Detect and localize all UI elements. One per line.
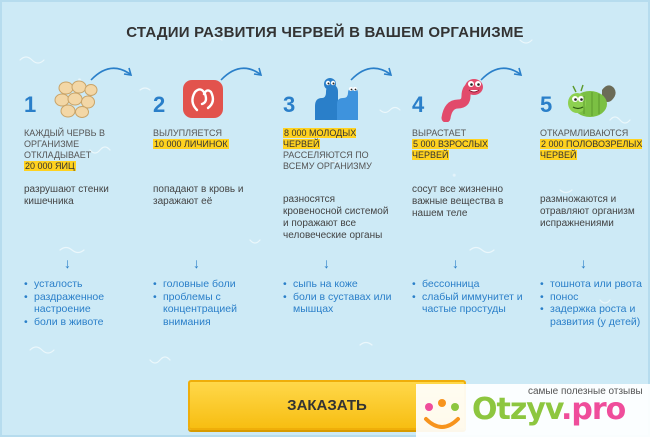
eggs-icon xyxy=(48,76,100,122)
mature-worm-icon xyxy=(564,76,616,122)
page-title: СТАДИИ РАЗВИТИЯ ЧЕРВЕЙ В ВАШЕМ ОРГАНИЗМЕ xyxy=(126,24,524,41)
symptom-item: • понос xyxy=(540,291,650,304)
symptom-item: • бессонница xyxy=(412,278,524,291)
stage-number: 3 xyxy=(283,92,296,117)
stage-description: ВЫРАСТАЕТ 5 000 ВЗРОСЛЫХ ЧЕРВЕЙ xyxy=(412,128,489,160)
order-button[interactable]: ЗАКАЗАТЬ xyxy=(188,380,466,430)
stage-number: 2 xyxy=(153,92,166,117)
stage-description: ОТКАРМЛИВАЮТСЯ 2 000 ПОЛОВОЗРЕЛЫХ ЧЕРВЕЙ xyxy=(540,128,643,160)
stage-number: 1 xyxy=(24,92,37,117)
larvae-icon xyxy=(177,76,229,122)
symptom-item: • сыпь на коже xyxy=(283,278,395,291)
watermark-site: Otzyv.pro xyxy=(472,392,626,427)
stage-description: КАЖДЫЙ ЧЕРВЬ В ОРГАНИЗМЕ ОТКЛАДЫВАЕТ 20 000 ЯИЦ xyxy=(24,128,106,171)
otzyv-logo-icon xyxy=(420,397,464,435)
symptom-item: • слабый иммунитет и частые простуды xyxy=(412,291,524,316)
otzyv-watermark xyxy=(416,384,650,437)
symptom-list xyxy=(24,278,136,328)
stage-effect: попадают в кровь и заражают её xyxy=(153,184,244,207)
stage-effect: сосут все жизненно важные вещества в нашем теле xyxy=(412,184,504,219)
stage-effect: разносятся кровеносной системой и поражают все человеческие органы xyxy=(283,194,389,241)
symptom-list xyxy=(153,278,265,328)
stage-number: 4 xyxy=(412,92,425,117)
down-arrow-icon: ↓ xyxy=(193,255,200,271)
symptom-item: • раздраженное настроение xyxy=(24,291,136,316)
symptom-list xyxy=(540,278,650,328)
watermark-tagline: самые полезные отзывы xyxy=(528,386,643,397)
symptom-item: • боли в животе xyxy=(24,316,136,329)
young-worms-icon xyxy=(307,76,359,122)
stage-description: 8 000 МОЛОДЫХ ЧЕРВЕЙ РАССЕЛЯЮТСЯ ПО ВСЕМУ ОРГАНИЗМУ xyxy=(283,128,372,171)
symptom-item: • усталость xyxy=(24,278,136,291)
stage-effect: разрушают стенки кишечника xyxy=(24,184,109,207)
symptom-item: • задержка роста и развития (у детей) xyxy=(540,303,650,328)
symptom-list xyxy=(283,278,395,316)
symptom-item: • проблемы с концентрацией внимания xyxy=(153,291,265,329)
stage-description: ВЫЛУПЛЯЕТСЯ 10 000 ЛИЧИНОК xyxy=(153,128,228,149)
symptom-list xyxy=(412,278,524,316)
stage-effect: размножаются и отравляют организм испражнениями xyxy=(540,194,635,229)
adult-worm-icon xyxy=(436,76,488,122)
stage-number: 5 xyxy=(540,92,553,117)
symptom-item: • тошнота или рвота xyxy=(540,278,650,291)
symptom-item: • боли в суставах или мышцах xyxy=(283,291,395,316)
down-arrow-icon: ↓ xyxy=(580,255,587,271)
down-arrow-icon: ↓ xyxy=(452,255,459,271)
symptom-item: • головные боли xyxy=(153,278,265,291)
down-arrow-icon: ↓ xyxy=(323,255,330,271)
down-arrow-icon: ↓ xyxy=(64,255,71,271)
